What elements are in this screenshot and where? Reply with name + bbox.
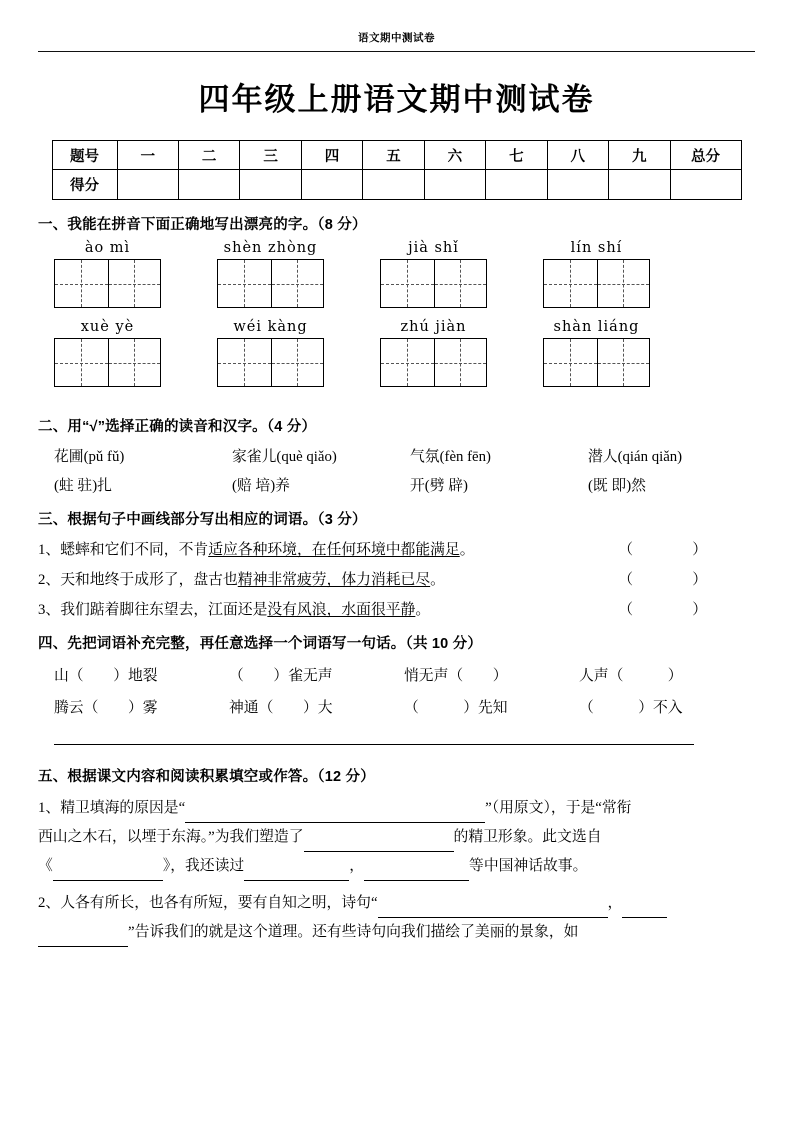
sentence-underlined: 适应各种环境，在任何环境中都能满足: [208, 542, 460, 558]
choice-item-6[interactable]: (赔 培)养: [232, 478, 290, 494]
answer-blank[interactable]: [53, 865, 163, 881]
score-table-col-6: 七: [486, 141, 547, 170]
answer-blank[interactable]: [364, 865, 469, 881]
grid-cell[interactable]: [544, 260, 597, 307]
idiom-row-2: [38, 696, 755, 717]
text-seg-h: 等中国神话故事。: [469, 858, 588, 874]
pinyin-group-2: [217, 240, 380, 308]
sentence-pre: 蟋蟀和它们不同，不肯: [60, 542, 209, 558]
grid-cell[interactable]: [597, 260, 650, 307]
score-cell-total[interactable]: [670, 170, 741, 200]
writing-grid-7[interactable]: [380, 338, 487, 387]
section-heading-q3: 三、根据句子中画线部分写出相应的词语。（3 分）: [38, 512, 367, 528]
writing-grid-1[interactable]: [54, 259, 161, 308]
section-heading-q2: 二、用“√”选择正确的读音和汉字。（4 分）: [38, 419, 317, 435]
score-table: [52, 140, 742, 200]
pinyin-label-4: lín shí: [570, 240, 623, 256]
score-cell-8[interactable]: [609, 170, 671, 200]
choice-item-3[interactable]: 气氛(fèn fēn): [410, 449, 491, 465]
score-table-header-row: [52, 141, 741, 170]
pinyin-group-4: [543, 240, 706, 308]
answer-blank[interactable]: [622, 902, 667, 918]
grid-cell[interactable]: [218, 339, 271, 386]
fill-in-item-1-line-1: [38, 794, 755, 823]
item-number: 1、: [38, 800, 61, 816]
fill-in-item-1: [38, 794, 755, 881]
pinyin-group-7: [380, 319, 543, 387]
text-seg-c: 西山之木石，以堙于东海。”为我们塑造了: [38, 829, 304, 845]
fill-in-item-2-line-2: [38, 918, 755, 947]
pinyin-label-3: jià shǐ: [408, 240, 459, 256]
pinyin-writing-block: [38, 240, 755, 387]
score-cell-4[interactable]: [363, 170, 424, 200]
grid-cell[interactable]: [434, 339, 487, 386]
idiom-item-2[interactable]: （ ）雀无声: [229, 668, 333, 684]
pinyin-group-3: [380, 240, 543, 308]
choice-item-5[interactable]: (蛀 驻)扎: [54, 478, 112, 494]
pinyin-row-1: [38, 240, 755, 308]
writing-grid-4[interactable]: [543, 259, 650, 308]
text-seg-e: 《: [38, 858, 53, 874]
section-heading-q1: 一、我能在拼音下面正确地写出漂亮的字。（8 分）: [38, 217, 367, 233]
fill-in-item-2-line-1: [38, 889, 755, 918]
answer-blank[interactable]: [304, 836, 454, 852]
sentence-underlined: 没有风浪，水面很平静: [267, 602, 416, 618]
grid-cell[interactable]: [55, 339, 108, 386]
idiom-item-1[interactable]: 山（ ）地裂: [54, 668, 158, 684]
score-table-col-5: 六: [424, 141, 485, 170]
answer-blank[interactable]: [185, 807, 485, 823]
writing-grid-2[interactable]: [217, 259, 324, 308]
grid-cell[interactable]: [381, 260, 434, 307]
idiom-item-7[interactable]: （ ）先知: [404, 700, 508, 716]
pinyin-group-8: [543, 319, 706, 387]
text-seg-c: ”告诉我们的就是这个道理。还有些诗句向我们描绘了美丽的景象，如: [128, 924, 579, 940]
sentence-post: 。: [430, 572, 445, 588]
sentence-text-1: [38, 538, 475, 559]
sentence-pre: 天和地终于成形了，盘古也: [60, 572, 238, 588]
pinyin-label-7: zhú jiàn: [400, 319, 467, 335]
writing-grid-8[interactable]: [543, 338, 650, 387]
grid-cell[interactable]: [108, 260, 161, 307]
section-heading-q5: 五、根据课文内容和阅读积累填空或作答。（12 分）: [38, 769, 375, 785]
idiom-item-5[interactable]: 腾云（ ）雾: [54, 700, 158, 716]
sentence-item-3: [38, 598, 755, 619]
text-seg-a: 人各有所长，也各有所短，要有自知之明，诗句“: [60, 895, 378, 911]
section-heading-q4: 四、先把词语补充完整，再任意选择一个词语写一句话。（共 10 分）: [38, 636, 483, 652]
sentence-post: 。: [459, 542, 475, 558]
sentence-post: 。: [415, 602, 431, 618]
score-table-col-1: 二: [178, 141, 239, 170]
sentence-text-3: [38, 598, 430, 619]
answer-blank[interactable]: [38, 931, 128, 947]
header-divider: [38, 51, 755, 52]
score-table-row-label-0: 题号: [52, 141, 117, 170]
text-seg-d: 的精卫形象。此文选自: [453, 829, 602, 845]
score-table-col-4: 五: [363, 141, 424, 170]
score-table-col-total: 总分: [670, 141, 741, 170]
sentence-item-2: [38, 568, 755, 589]
text-seg-b: ，: [607, 895, 623, 911]
pinyin-row-2: [38, 319, 755, 387]
fill-in-item-1-line-2: [38, 823, 755, 852]
sentence-underlined: 精神非常疲劳，体力消耗已尽: [237, 572, 431, 588]
choice-item-7[interactable]: 开(劈 辟): [410, 478, 468, 494]
idiom-item-3[interactable]: 悄无声（ ）: [404, 668, 508, 684]
sentence-item-1: [38, 538, 755, 559]
pinyin-group-6: [217, 319, 380, 387]
score-cell-0[interactable]: [117, 170, 178, 200]
score-table-col-0: 一: [117, 141, 178, 170]
idiom-item-8[interactable]: （ ）不入: [579, 700, 683, 716]
text-seg-g: ，: [349, 858, 365, 874]
sentence-writing-line[interactable]: [54, 743, 694, 745]
idiom-item-6[interactable]: 神通（ ）大: [229, 700, 333, 716]
idiom-row-1: [38, 664, 755, 685]
choice-row-1: [38, 445, 755, 466]
score-cell-1[interactable]: [178, 170, 239, 200]
fill-in-item-1-line-3: [38, 852, 755, 881]
grid-cell[interactable]: [381, 339, 434, 386]
page-title: 四年级上册语文期中测试卷: [198, 82, 595, 117]
score-cell-5[interactable]: [424, 170, 485, 200]
answer-paren-1[interactable]: （ ）: [618, 542, 707, 558]
answer-paren-2[interactable]: （ ）: [618, 572, 707, 588]
pinyin-label-6: wéi kàng: [233, 319, 308, 335]
pinyin-label-2: shèn zhòng: [223, 240, 318, 256]
text-seg-b: ”（用原文），于是“常衔: [485, 800, 632, 816]
choice-item-2[interactable]: 家雀儿(què qiǎo): [232, 449, 337, 465]
grid-cell[interactable]: [271, 260, 324, 307]
item-number: 2、: [38, 895, 61, 911]
choice-row-2: [38, 474, 755, 495]
idiom-item-4[interactable]: 人声（ ）: [579, 668, 683, 684]
text-seg-a: 精卫填海的原因是“: [60, 800, 186, 816]
score-table-col-3: 四: [301, 141, 362, 170]
score-table-col-7: 八: [547, 141, 608, 170]
grid-cell[interactable]: [271, 339, 324, 386]
score-cell-6[interactable]: [486, 170, 547, 200]
item-number: 3、: [38, 602, 61, 618]
sentence-text-2: [38, 568, 445, 589]
pinyin-label-5: xuè yè: [80, 319, 135, 335]
writing-grid-5[interactable]: [54, 338, 161, 387]
choice-item-4[interactable]: 潜人(qián qiǎn): [588, 449, 683, 465]
sentence-pre: 我们踮着脚往东望去，江面还是: [60, 602, 268, 618]
grid-cell[interactable]: [544, 339, 597, 386]
score-cell-7[interactable]: [547, 170, 608, 200]
score-table-row-label-1: 得分: [52, 170, 117, 200]
answer-paren-3[interactable]: （ ）: [618, 602, 707, 618]
pinyin-label-1: ào mì: [84, 240, 131, 256]
choice-item-1[interactable]: 花圃(pǔ fǔ): [54, 449, 125, 465]
choice-item-8[interactable]: (既 即)然: [588, 478, 646, 494]
grid-cell[interactable]: [108, 339, 161, 386]
running-header: 语文期中测试卷: [358, 32, 435, 44]
grid-cell[interactable]: [55, 260, 108, 307]
score-table-col-8: 九: [609, 141, 671, 170]
pinyin-group-5: [54, 319, 217, 387]
writing-grid-3[interactable]: [380, 259, 487, 308]
pinyin-label-8: shàn liáng: [553, 319, 640, 335]
grid-cell[interactable]: [434, 260, 487, 307]
item-number: 2、: [38, 572, 61, 588]
answer-blank[interactable]: [244, 865, 349, 881]
pinyin-group-1: [54, 240, 217, 308]
item-number: 1、: [38, 542, 61, 558]
grid-cell[interactable]: [597, 339, 650, 386]
score-cell-3[interactable]: [301, 170, 362, 200]
text-seg-f: 》，我还读过: [162, 858, 245, 874]
writing-grid-6[interactable]: [217, 338, 324, 387]
score-table-col-2: 三: [240, 141, 301, 170]
fill-in-item-2: [38, 889, 755, 947]
score-table-score-row: [52, 170, 741, 200]
score-cell-2[interactable]: [240, 170, 301, 200]
grid-cell[interactable]: [218, 260, 271, 307]
answer-blank[interactable]: [378, 902, 608, 918]
